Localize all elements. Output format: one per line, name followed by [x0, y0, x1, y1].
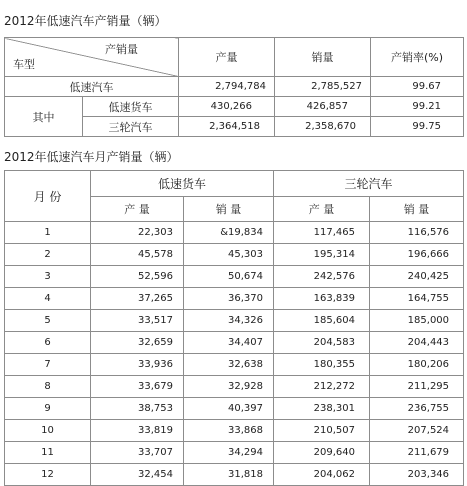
- header-rate: 产销率(%): [371, 38, 464, 77]
- corner-top-label: 产销量: [105, 43, 138, 56]
- cell-month: 7: [5, 354, 91, 376]
- cell-tricycle-production: 242,576: [274, 266, 370, 288]
- cell-tricycle-sales: 180,206: [370, 354, 464, 376]
- cell-tricycle-sales: 207,524: [370, 420, 464, 442]
- cell-tricycle-sales: 185,000: [370, 310, 464, 332]
- table-row: [5, 244, 464, 266]
- table-row: [5, 266, 464, 288]
- row-label: 低速货车: [83, 97, 179, 117]
- cell-truck-production: 32,454: [91, 464, 184, 486]
- cell-tricycle-production: 238,301: [274, 398, 370, 420]
- cell-tricycle-sales: 196,666: [370, 244, 464, 266]
- cell-truck-production: 33,707: [91, 442, 184, 464]
- cell-tricycle-sales: 211,679: [370, 442, 464, 464]
- group-label: 其中: [5, 97, 83, 137]
- cell-truck-production: 52,596: [91, 266, 184, 288]
- row-label: 三轮汽车: [83, 117, 179, 137]
- cell-month: 1: [5, 222, 91, 244]
- table-row: [5, 288, 464, 310]
- table-row: [5, 222, 464, 244]
- cell-production: 2,794,784: [179, 77, 275, 97]
- cell-truck-sales: 34,407: [184, 332, 274, 354]
- table-row: [5, 97, 464, 117]
- cell-truck-production: 32,659: [91, 332, 184, 354]
- cell-month: 5: [5, 310, 91, 332]
- table-row: [5, 354, 464, 376]
- cell-truck-production: 33,679: [91, 376, 184, 398]
- cell-month: 6: [5, 332, 91, 354]
- cell-rate: 99.75: [371, 117, 464, 137]
- group-header-three-wheeler: 三轮汽车: [274, 171, 464, 197]
- cell-tricycle-production: 210,507: [274, 420, 370, 442]
- header-production: 产量: [179, 38, 275, 77]
- cell-production: 2,364,518: [179, 117, 275, 137]
- cell-month: 4: [5, 288, 91, 310]
- monthly-rows: [5, 222, 464, 486]
- group-header-low-speed-truck: 低速货车: [91, 171, 274, 197]
- cell-sales: 426,857: [275, 97, 371, 117]
- cell-tricycle-production: 212,272: [274, 376, 370, 398]
- cell-truck-sales: 40,397: [184, 398, 274, 420]
- cell-tricycle-production: 204,583: [274, 332, 370, 354]
- table-row: [5, 332, 464, 354]
- cell-month: 3: [5, 266, 91, 288]
- cell-truck-production: 33,517: [91, 310, 184, 332]
- subheader-sales: 销 量: [184, 197, 274, 222]
- table1-title: 2012年低速汽车产销量（辆）: [4, 14, 167, 28]
- cell-truck-production: 45,578: [91, 244, 184, 266]
- subheader-sales: 销 量: [370, 197, 464, 222]
- cell-truck-production: 38,753: [91, 398, 184, 420]
- header-sales: 销量: [275, 38, 371, 77]
- cell-tricycle-sales: 204,443: [370, 332, 464, 354]
- cell-truck-production: 22,303: [91, 222, 184, 244]
- cell-truck-sales: 34,326: [184, 310, 274, 332]
- cell-sales: 2,358,670: [275, 117, 371, 137]
- cell-truck-sales: 32,638: [184, 354, 274, 376]
- cell-month: 10: [5, 420, 91, 442]
- cell-tricycle-sales: 240,425: [370, 266, 464, 288]
- cell-truck-sales: 33,868: [184, 420, 274, 442]
- annual-sales-table: [4, 37, 464, 137]
- cell-truck-sales: 50,674: [184, 266, 274, 288]
- cell-truck-sales: 32,928: [184, 376, 274, 398]
- corner-header-cell: [5, 38, 179, 77]
- cell-tricycle-production: 163,839: [274, 288, 370, 310]
- table-row: [5, 442, 464, 464]
- subheader-production: 产 量: [91, 197, 184, 222]
- cell-tricycle-production: 117,465: [274, 222, 370, 244]
- cell-tricycle-production: 185,604: [274, 310, 370, 332]
- cell-month: 11: [5, 442, 91, 464]
- cell-tricycle-production: 195,314: [274, 244, 370, 266]
- cell-tricycle-sales: 211,295: [370, 376, 464, 398]
- cell-rate: 99.67: [371, 77, 464, 97]
- table-row: [5, 77, 464, 97]
- cell-truck-production: 33,819: [91, 420, 184, 442]
- cell-tricycle-sales: 164,755: [370, 288, 464, 310]
- table-row: [5, 376, 464, 398]
- cell-month: 8: [5, 376, 91, 398]
- cell-tricycle-sales: 116,576: [370, 222, 464, 244]
- monthly-sales-table: [4, 170, 464, 486]
- cell-month: 2: [5, 244, 91, 266]
- table-row: [5, 420, 464, 442]
- cell-production: 430,266: [179, 97, 275, 117]
- cell-month: 12: [5, 464, 91, 486]
- cell-tricycle-sales: 236,755: [370, 398, 464, 420]
- cell-truck-sales: 36,370: [184, 288, 274, 310]
- cell-month: 9: [5, 398, 91, 420]
- cell-truck-sales: 31,818: [184, 464, 274, 486]
- cell-truck-sales: &19,834: [184, 222, 274, 244]
- cell-sales: 2,785,527: [275, 77, 371, 97]
- table-row: [5, 464, 464, 486]
- row-label: 低速汽车: [5, 77, 179, 97]
- cell-truck-production: 37,265: [91, 288, 184, 310]
- cell-tricycle-production: 204,062: [274, 464, 370, 486]
- month-header: 月 份: [5, 171, 91, 222]
- cell-tricycle-production: 209,640: [274, 442, 370, 464]
- subheader-production: 产 量: [274, 197, 370, 222]
- corner-bottom-label: 车型: [13, 58, 35, 71]
- cell-truck-production: 33,936: [91, 354, 184, 376]
- cell-truck-sales: 34,294: [184, 442, 274, 464]
- table-row: [5, 398, 464, 420]
- cell-tricycle-sales: 203,346: [370, 464, 464, 486]
- cell-rate: 99.21: [371, 97, 464, 117]
- cell-tricycle-production: 180,355: [274, 354, 370, 376]
- table-row: [5, 310, 464, 332]
- table2-title: 2012年低速汽车月产销量（辆）: [4, 150, 179, 164]
- cell-truck-sales: 45,303: [184, 244, 274, 266]
